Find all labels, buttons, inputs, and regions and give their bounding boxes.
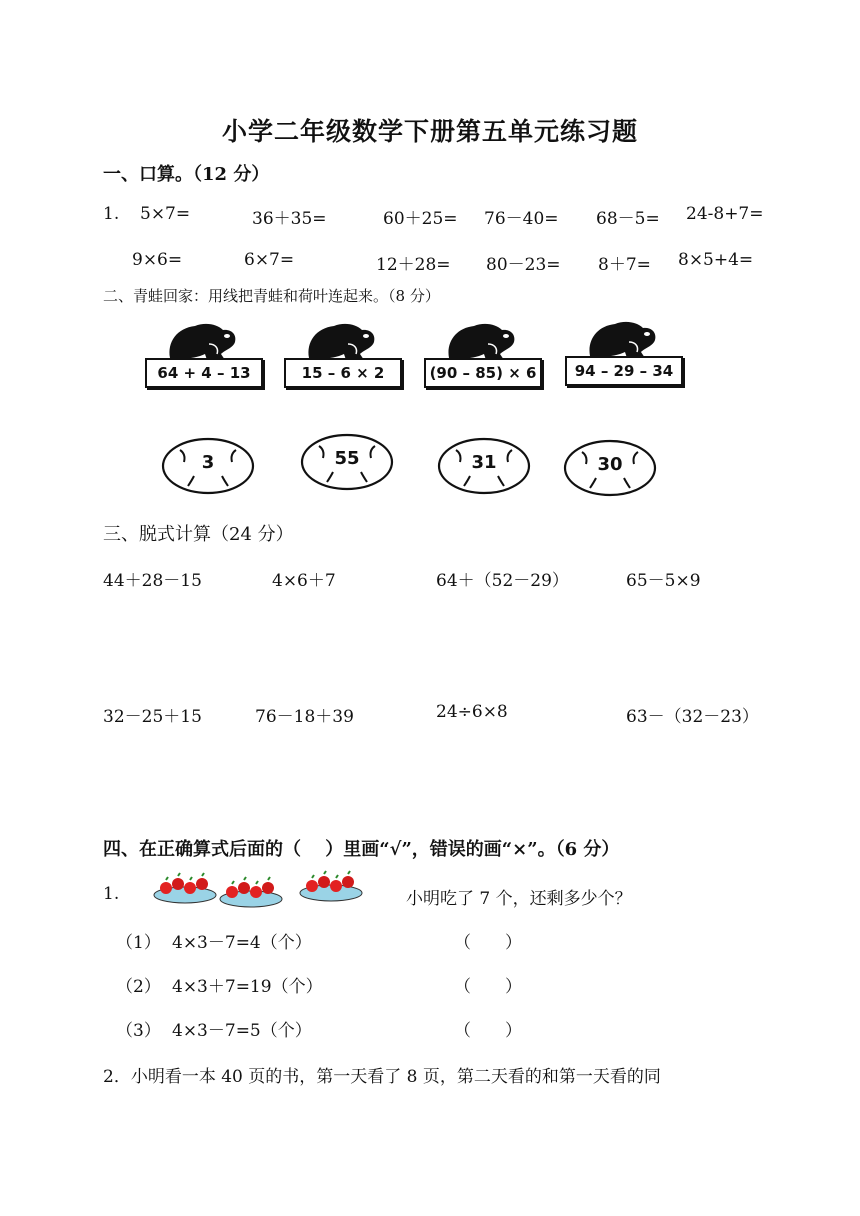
answer-blank[interactable]: （ ） bbox=[454, 977, 522, 997]
option-expression: 4×3＋7=19（个） bbox=[172, 977, 323, 997]
lily-pad-number: 3 bbox=[201, 452, 215, 473]
lily-pad-number: 55 bbox=[334, 448, 360, 469]
oral-calc-item: 36＋35= bbox=[252, 209, 327, 229]
oral-calc-item: 5×7= bbox=[140, 204, 191, 224]
frog-card bbox=[284, 320, 404, 390]
frog-card bbox=[424, 320, 544, 390]
lily-pad-number: 31 bbox=[471, 452, 497, 473]
frog-expression: 94 – 29 – 34 bbox=[565, 356, 683, 386]
frog-card bbox=[565, 318, 685, 388]
row-index: 1. bbox=[103, 204, 120, 224]
option-expression: 4×3－7=4（个） bbox=[172, 933, 312, 953]
option-label: （1） bbox=[116, 933, 161, 953]
frog-expression: 64 + 4 – 13 bbox=[145, 358, 263, 388]
apple-plate-icon bbox=[298, 868, 364, 902]
frog-card bbox=[145, 320, 265, 390]
section-2-heading: 二、青蛙回家：用线把青蛙和荷叶连起来。（8 分） bbox=[103, 287, 440, 305]
oral-calc-item: 6×7= bbox=[244, 250, 295, 270]
step-calc-item: 65－5×9 bbox=[626, 571, 701, 591]
oral-calc-item: 68－5= bbox=[596, 209, 660, 229]
oral-calc-item: 80－23= bbox=[486, 255, 561, 275]
page-title: 小学二年级数学下册第五单元练习题 bbox=[221, 117, 638, 146]
section-3-heading: 三、脱式计算（24 分） bbox=[103, 524, 294, 545]
frog-icon bbox=[165, 320, 245, 362]
answer-blank[interactable]: （ ） bbox=[454, 933, 522, 953]
apple-plate-icon bbox=[152, 870, 218, 904]
lily-pad bbox=[160, 436, 256, 496]
step-calc-item: 63－（32－23） bbox=[626, 707, 759, 727]
step-calc-item: 64＋（52－29） bbox=[436, 571, 569, 591]
option-label: （3） bbox=[116, 1021, 161, 1041]
frog-expression: 15 – 6 × 2 bbox=[284, 358, 402, 388]
step-calc-item: 44＋28－15 bbox=[103, 571, 202, 591]
step-calc-item: 76－18＋39 bbox=[255, 707, 354, 727]
section-4-heading: 四、在正确算式后面的（ ）里画“√”，错误的画“×”。（6 分） bbox=[103, 839, 620, 860]
oral-calc-item: 9×6= bbox=[132, 250, 183, 270]
question-index: 1. bbox=[103, 884, 120, 904]
oral-calc-item: 8＋7= bbox=[598, 255, 651, 275]
lily-pad bbox=[299, 432, 395, 492]
step-calc-item: 32－25＋15 bbox=[103, 707, 202, 727]
lily-pad bbox=[562, 438, 658, 498]
answer-blank[interactable]: （ ） bbox=[454, 1021, 522, 1041]
section-1-heading: 一、口算。（12 分） bbox=[103, 164, 270, 185]
question-text: 小明吃了 7 个，还剩多少个？ bbox=[406, 889, 632, 909]
oral-calc-item: 76－40= bbox=[484, 209, 559, 229]
oral-calc-item: 8×5+4= bbox=[678, 250, 754, 270]
oral-calc-item: 12＋28= bbox=[376, 255, 451, 275]
apple-plate-icon bbox=[218, 874, 284, 908]
step-calc-item: 4×6＋7 bbox=[272, 571, 336, 591]
option-label: （2） bbox=[116, 977, 161, 997]
oral-calc-item: 24-8+7= bbox=[686, 204, 764, 224]
frog-expression: (90 – 85) × 6 bbox=[424, 358, 542, 388]
frog-icon bbox=[304, 320, 384, 362]
option-expression: 4×3－7=5（个） bbox=[172, 1021, 312, 1041]
lily-pad-number: 30 bbox=[597, 454, 623, 475]
step-calc-item: 24÷6×8 bbox=[436, 702, 508, 722]
frog-icon bbox=[444, 320, 524, 362]
question-text: 2．小明看一本 40 页的书，第一天看了 8 页，第二天看的和第一天看的同 bbox=[103, 1067, 661, 1087]
frog-icon bbox=[585, 318, 665, 360]
oral-calc-item: 60＋25= bbox=[383, 209, 458, 229]
lily-pad bbox=[436, 436, 532, 496]
